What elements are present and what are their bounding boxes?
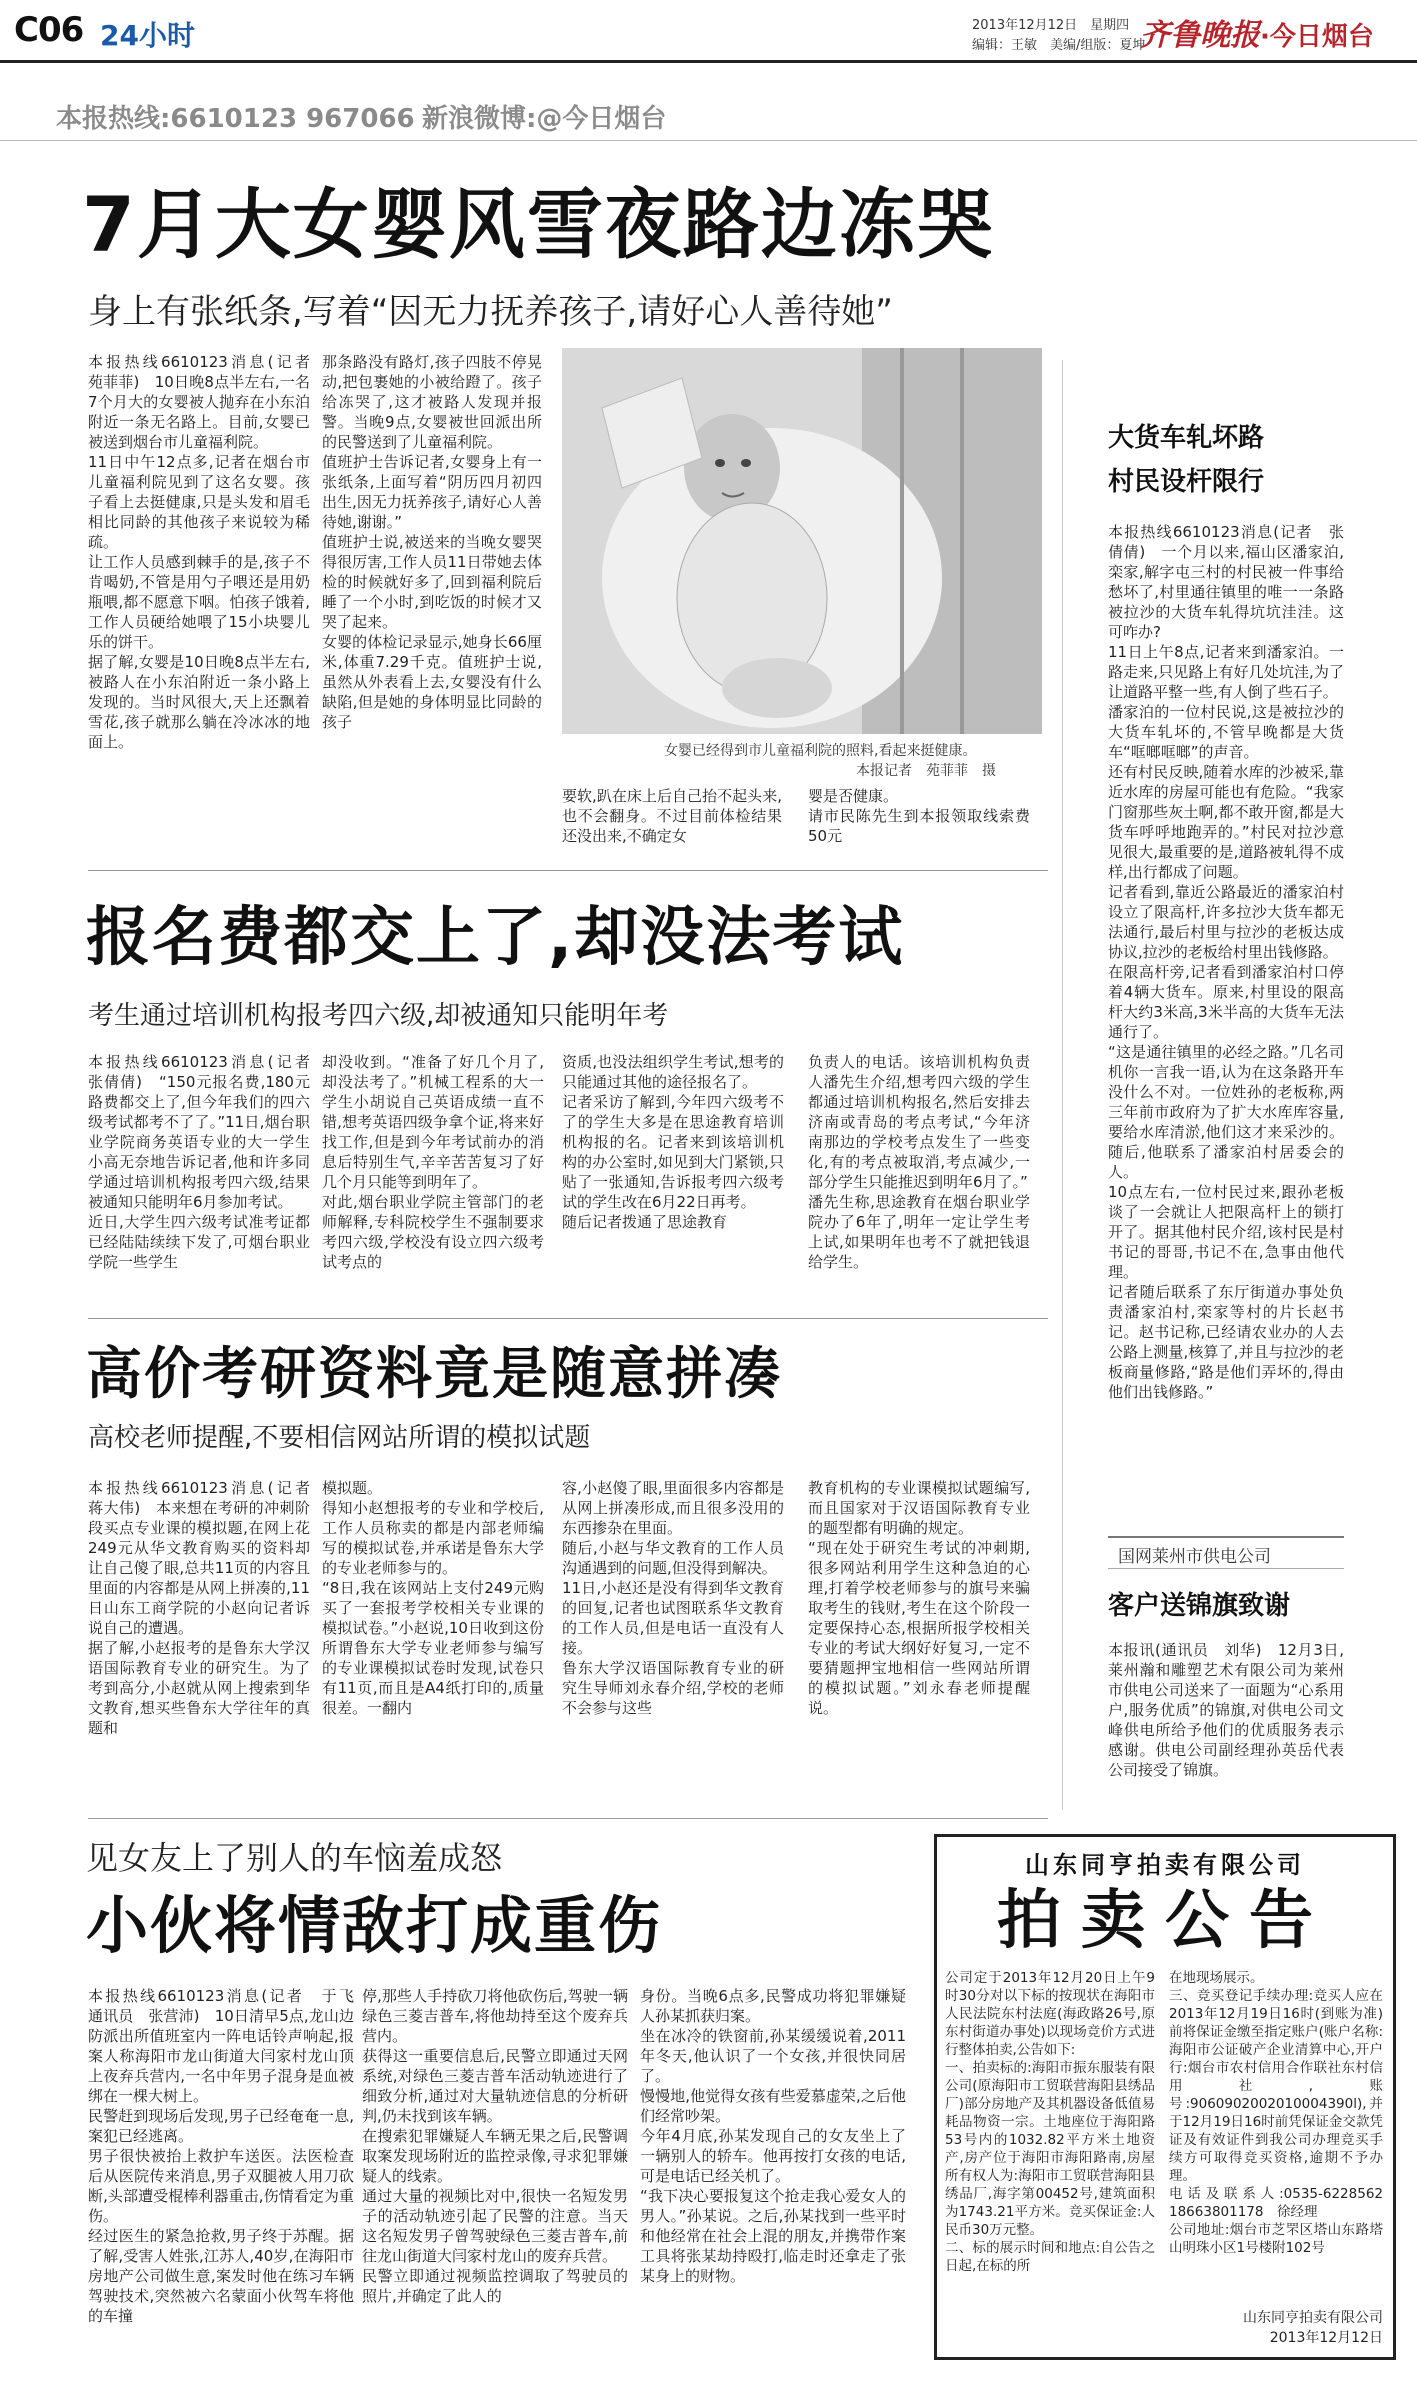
masthead-rule <box>0 60 1417 63</box>
article1-photo-caption: 女婴已经得到市儿童福利院的照料,看起来挺健康。 <box>664 743 977 759</box>
article2-col1: 本报热线6610123消息(记者 张倩倩) “150元报名费,180元路费都交上了,但今年我们的四六级考试都考不了了。”11日,烟台职业学院商务英语专业的大一学生小高无奈地告诉记者,他和许多同学通过培训机构报考四六级,结果被通知只能明年6月参加考试。 近日,大学生四六级考试准考证都已经陆陆续续下发了,可烟台职业学院一些学生 <box>88 1053 310 1271</box>
auction-ad <box>934 1834 1396 2360</box>
article2-subhead: 考生通过培训机构报考四六级,却被通知只能明年考 <box>88 1001 669 1031</box>
article1-col1: 本报热线6610123消息(记者 苑菲菲) 10日晚8点半左右,一名7个月大的女婴被人抛弃在小东泊附近一条无名路上。目前,女婴已被送到烟台市儿童福利院。 11日中午12点多,记者在烟台市儿童福利院见到了这名女婴。孩子看上去挺健康,只是头发和眉毛相比同龄的其他孩子来说较为稀疏。 让工作人员感到棘手的是,孩子不肯喝奶,不管是用勺子喂还是用奶瓶喂,都不愿意下咽。怕孩子饿着,工作人员硬给她喂了15小块婴儿乐的饼干。 据了解,女婴是10日晚8点半左右,被路人在小东泊附近一条小路上发现的。当时风很大,天上还飘着雪花,孩子就那么躺在冷冰冰的地面上。 <box>88 353 310 751</box>
masthead-editors: 编辑：王敏 美编/组版：夏坤 <box>972 38 1146 53</box>
page-code: C06 <box>14 10 84 50</box>
auction-col2: 在地现场展示。 三、竞买登记手续办理:竞买人应在2013年12月19日16时(到账为准)前将保证金缴至指定账户(账户名称:海阳市公证破产企业清算中心,开户行:烟台市农村信用合作联社东村信用社,账号:9060902002010004390l),并于12月19日16时前凭保证金交款凭证及有效证件到我公司办理竞买手续方可取得竞买资格,逾期不予办理。 电话及联系人:0535-6228562 18663801178 徐经理 公司地址:烟台市芝罘区塔山东路塔山明珠小区1号楼附102号 <box>1169 1970 1383 2256</box>
sidebar2-org-band <box>1108 1536 1344 1569</box>
column-divider <box>1062 360 1063 1810</box>
article2-col3: 资质,也没法组织学生考试,想考的只能通过其他的途径报名了。 记者采访了解到,今年四六级考不了的学生大多是在思途教育培训机构报的名。记者来到该培训机构的办公室时,如见到大门紧锁,只贴了一张通知,告诉报考四六级考试的学生改在6月22日再考。 随后记者拨通了思途教育 <box>562 1053 784 1231</box>
masthead-brand <box>1140 10 1374 54</box>
article4-headline: 小伙将情敌打成重伤 <box>86 1889 663 1962</box>
article4-kicker: 见女友上了别人的车恼羞成怒 <box>86 1839 503 1877</box>
auction-company: 山东同亨拍卖有限公司 <box>1025 1851 1305 1879</box>
sidebar2-org: 国网莱州市供电公司 <box>1118 1547 1271 1567</box>
article2-bottom-rule <box>88 1318 1048 1319</box>
article1-col3: 要软,趴在床上后自己抬不起头来,也不会翻身。不过目前体检结果还没出来,不确定女 <box>562 787 782 845</box>
sidebar1-body: 本报热线6610123消息(记者 张倩倩) 一个月以来,福山区潘家泊,栾家,解字屯三村的村民被一件事给愁坏了,村里通往镇里的唯一一条路被拉沙的大货车轧得坑坑洼洼。这可咋办? 11日上午8点,记者来到潘家泊。一路走来,只见路上有好几处坑洼,为了让道路平整一些,有人倒了些石子。 潘家泊的一位村民说,这是被拉沙的大货车轧坏的,不管早晚都是大货车“哐啷哐啷”的声音。 还有村民反映,随着水库的沙被采,靠近水库的房屋可能也有危险。“我家门窗那些灰土啊,都不敢开窗,都是大货车呼呼地跑弄的。”村民对拉沙意见很大,最重要的是,道路被轧得不成样,出行都成了问题。 记者看到,靠近公路最近的潘家泊村设立了限高杆,许多拉沙大货车都无法通行,最后村里与拉沙的老板达成协议,拉沙的老板给村里出钱修路。 在限高杆旁,记者看到潘家泊村口停着4辆大货车。原来,村里设的限高杆大约3米高,3米半高的大货车无法通行了。 “这是通往镇里的必经之路。”几名司机你一言我一语,认为在这条路开车没什么不对。一位姓孙的老板称,两三年前市政府为了扩大水库库容量,要给水库清淤,他们这才来采沙的。随后,他联系了潘家泊村居委会的人。 10点左右,一位村民过来,跟孙老板谈了一会就让人把限高杆上的锁打开了。据其他村民介绍,该村民是村书记的哥哥,书记不在,急事由他代理。 记者随后联系了东厅街道办事处负责潘家泊村,栾家等村的片长赵书记。赵书记称,已经请农业办的人去公路上测量,核算了,并且与拉沙的老板商量修路,“路是他们弄坏的,得由他们出钱修路。” <box>1108 523 1344 1401</box>
article1-bottom-rule <box>88 870 1048 871</box>
article1-photo <box>562 348 1042 734</box>
article1-col2: 那条路没有路灯,孩子四肢不停晃动,把包裹她的小被给蹬了。孩子给冻哭了,这才被路人发现并报警。当晚9点,女婴被世回派出所的民警送到了儿童福利院。 值班护士告诉记者,女婴身上有一张纸条,上面写着“阴历四月初四出生,因无力抚养孩子,请好心人善待她,谢谢。” 值班护士说,被送来的当晚女婴哭得很厉害,工作人员11日带她去体检的时候就好多了,回到福利院后睡了一个小时,到吃饭的时候才又哭了起来。 女婴的体检记录显示,她身长66厘米,体重7.29千克。值班护士说,虽然从外表看上去,女婴没有什么缺陷,但是她的身体明显比同龄的孩子 <box>322 353 542 731</box>
weibo: 新浪微博:@今日烟台 <box>422 104 667 134</box>
article3-col2: 模拟题。 得知小赵想报考的专业和学校后,工作人员称卖的都是内部老师编写的模拟试卷,并承诺是鲁东大学的专业老师参与的。 “8日,我在该网站上支付249元购买了一套报考学校相关专业课的模拟试卷。”小赵说,10日收到这份所谓鲁东大学专业老师参与编写的专业课模拟试卷时发现,试卷只有11页,而且是A4纸打印的,质量很差。一翻内 <box>322 1479 544 1717</box>
article2-col4: 负责人的电话。该培训机构负责人潘先生介绍,想考四六级的学生都通过培训机构报名,然后安排去济南或青岛的考点考试,“今年济南那边的学校考点发生了一些变化,有的考点被取消,考点减少,一部分学生只能推迟到明年6月了。” 潘先生称,思途教育在烟台职业学院办了6年了,明年一定让学生考上试,如果明年也考不了就把钱退给学生。 <box>808 1053 1030 1271</box>
article1-col4: 婴是否健康。 请市民陈先生到本报领取线索费50元 <box>808 787 1030 845</box>
masthead-date: 2013年12月12日 星期四 <box>972 18 1130 33</box>
article3-subhead: 高校老师提醒,不要相信网站所谓的模拟试题 <box>88 1423 591 1453</box>
article3-col1: 本报热线6610123消息(记者 蒋大伟) 本来想在考研的冲刺阶段买点专业课的模拟题,在网上花249元从华文教育购买的资料却让自己傻了眼,总共11页的内容且里面的内容都是从网上拼凑的,11日山东工商学院的小赵向记者诉说自己的遭遇。 据了解,小赵报考的是鲁东大学汉语国际教育专业的研究生。为了考到高分,小赵就从网上搜索到华文教育,想买些鲁东大学往年的真题和 <box>88 1479 310 1737</box>
auction-signature: 山东同亨拍卖有限公司 <box>1243 2310 1383 2326</box>
auction-date: 2013年12月12日 <box>1269 2330 1383 2346</box>
article1-photo-credit: 本报记者 苑菲菲 摄 <box>856 763 996 779</box>
article2-col2: 却没收到。“准备了好几个月了,却没法考了。”机械工程系的大一学生小胡说自己英语成绩一直不错,想考英语四级争拿个证,将来好找工作,但是到今年考试前办的消息后特别生气,辛辛苦苦复习了好几个月只能等到明年了。 对此,烟台职业学院主管部门的老师解释,专科院校学生不强制要求考四六级,学校没有设立四六级考试考点的 <box>322 1053 544 1271</box>
article3-bottom-rule <box>88 1818 1048 1819</box>
sidebar2-title: 客户送锦旗致谢 <box>1108 1591 1291 1621</box>
brand-section: ·今日烟台 <box>1260 22 1374 52</box>
brand-name: 齐鲁晚报 <box>1140 18 1260 53</box>
article4-col3: 身份。当晚6点多,民警成功将犯罪嫌疑人孙某抓获归案。 坐在冰冷的铁窗前,孙某缓缓说着,2011年冬天,他认识了一个女孩,并很快同居了。 慢慢地,他觉得女孩有些爱慕虚荣,之后他们经常吵架。 今年4月底,孙某发现自己的女友坐上了一辆别人的轿车。他再按打女孩的电话,可是电话已经关机了。 “我下决心要报复这个抢走我心爱女人的男人。”孙某说。之后,孙某找到一些平时和他经常在社会上混的朋友,并携带作案工具将张某劫持殴打,临走时还拿走了张某身上的财物。 <box>640 1987 906 2285</box>
sidebar1-title-line1: 大货车轧坏路 <box>1108 423 1265 453</box>
auction-title: 拍卖公告 <box>997 1884 1333 1958</box>
sidebar2-body: 本报讯(通讯员 刘华) 12月3日,莱州瀚和雕塑艺术有限公司为莱州市供电公司送来了一面题为“心系用户,服务优质”的锦旗,对供电公司文峰供电所给予他们的优质服务表示感谢。供电公司副经理孙英岳代表公司接受了锦旗。 <box>1108 1641 1344 1779</box>
article3-col3: 容,小赵傻了眼,里面很多内容都是从网上拼凑形成,而且很多没用的东西掺杂在里面。 随后,小赵与华文教育的工作人员沟通遇到的问题,但没得到解决。 11日,小赵还是没有得到华文教育的回复,记者也试图联系华文教育的工作人员,但是电话一直没有人接。 鲁东大学汉语国际教育专业的研究生导师刘永春介绍,学校的老师不会参与这些 <box>562 1479 784 1717</box>
article3-headline: 高价考研资料竟是随意拼凑 <box>86 1342 782 1407</box>
hotline: 本报热线:6610123 967066 <box>56 104 415 134</box>
sidebar1-title-line2: 村民设杆限行 <box>1108 467 1265 497</box>
auction-col1: 公司定于2013年12月20日上午9时30分对以下标的按现状在海阳市人民法院东村法庭(海政路26号,原东村街道办事处)以现场竞价方式进行整体拍卖,公告如下: 一、拍卖标的:海阳市振东服装有限公司(原海阳市工贸联营海阳县绣品厂)部分房地产及其机器设备低值易耗品物资一宗。土地座位于海阳路53号内的1032.82平方米土地资产,房产位于海阳市海阳路南,房屋所有权人为:海阳市工贸联营海阳县绣品厂,海字第00452号,建筑面积为1743.21平方米。竞买保证金:人民币30万元整。 二、标的展示时间和地点:自公告之日起,在标的所 <box>945 1970 1155 2274</box>
baby-photo-illustration <box>562 348 1042 734</box>
article2-headline: 报名费都交上了,却没法考试 <box>86 901 905 975</box>
article4-col1: 本报热线6610123消息(记者 于飞 通讯员 张营沛) 10日清早5点,龙山边防派出所值班室内一阵电话铃声响起,报案人称海阳市龙山街道大闫家村龙山顶上夜弃兵营内,一名中年男子混身是血被绑在一棵大树上。 民警赶到现场后发现,男子已经奄奄一息,案犯已经逃离。 男子很快被抬上救护车送医。法医检查后从医院传来消息,男子双腿被人用刀砍断,头部遭受棍棒利器重击,伤情看定为重伤。 经过医生的紧急抢救,男子终于苏醒。据了解,受害人姓张,江苏人,40岁,在海阳市房地产公司做生意,案发时他在练习车辆驾驶技术,突然被六名蒙面小伙驾车将他的车撞 <box>88 1987 354 2325</box>
article3-col4: 教育机构的专业课模拟试题编写,而且国家对于汉语国际教育专业的题型都有明确的规定。 “现在处于研究生考试的冲刺期,很多网站利用学生这种急迫的心理,打着学校老师参与的旗号来骗取考生的钱财,考生在这个阶段一定要保持心态,根据所报学校相关专业的考试大纲好好复习,一定不要猜题押宝地相信一些网站所谓的模拟试题。”刘永春老师提醒说。 <box>808 1479 1030 1717</box>
article1-subhead: 身上有张纸条,写着“因无力抚养孩子,请好心人善待她” <box>88 292 893 332</box>
article4-col2: 停,那些人手持砍刀将他砍伤后,驾驶一辆绿色三菱吉普车,将他劫持至这个废弃兵营内。 获得这一重要信息后,民警立即通过天网系统,对绿色三菱吉普车活动轨迹进行了细致分析,通过对大量轨迹信息的分析研判,仍未找到该车辆。 在搜索犯罪嫌疑人车辆无果之后,民警调取案发现场附近的监控录像,寻求犯罪嫌疑人的线索。 通过大量的视频比对中,很快一名短发男子的活动轨迹引起了民警的注意。当天这名短发男子曾驾驶绿色三菱吉普车,前往龙山街道大闫家村龙山的废弃兵营。 民警立即通过视频监控调取了驾驶员的照片,并确定了此人的 <box>362 1987 628 2305</box>
section-name: 24小时 <box>100 19 195 52</box>
hotline-rule <box>0 140 1417 141</box>
article1-headline: 7月大女婴风雪夜路边冻哭 <box>82 180 995 269</box>
